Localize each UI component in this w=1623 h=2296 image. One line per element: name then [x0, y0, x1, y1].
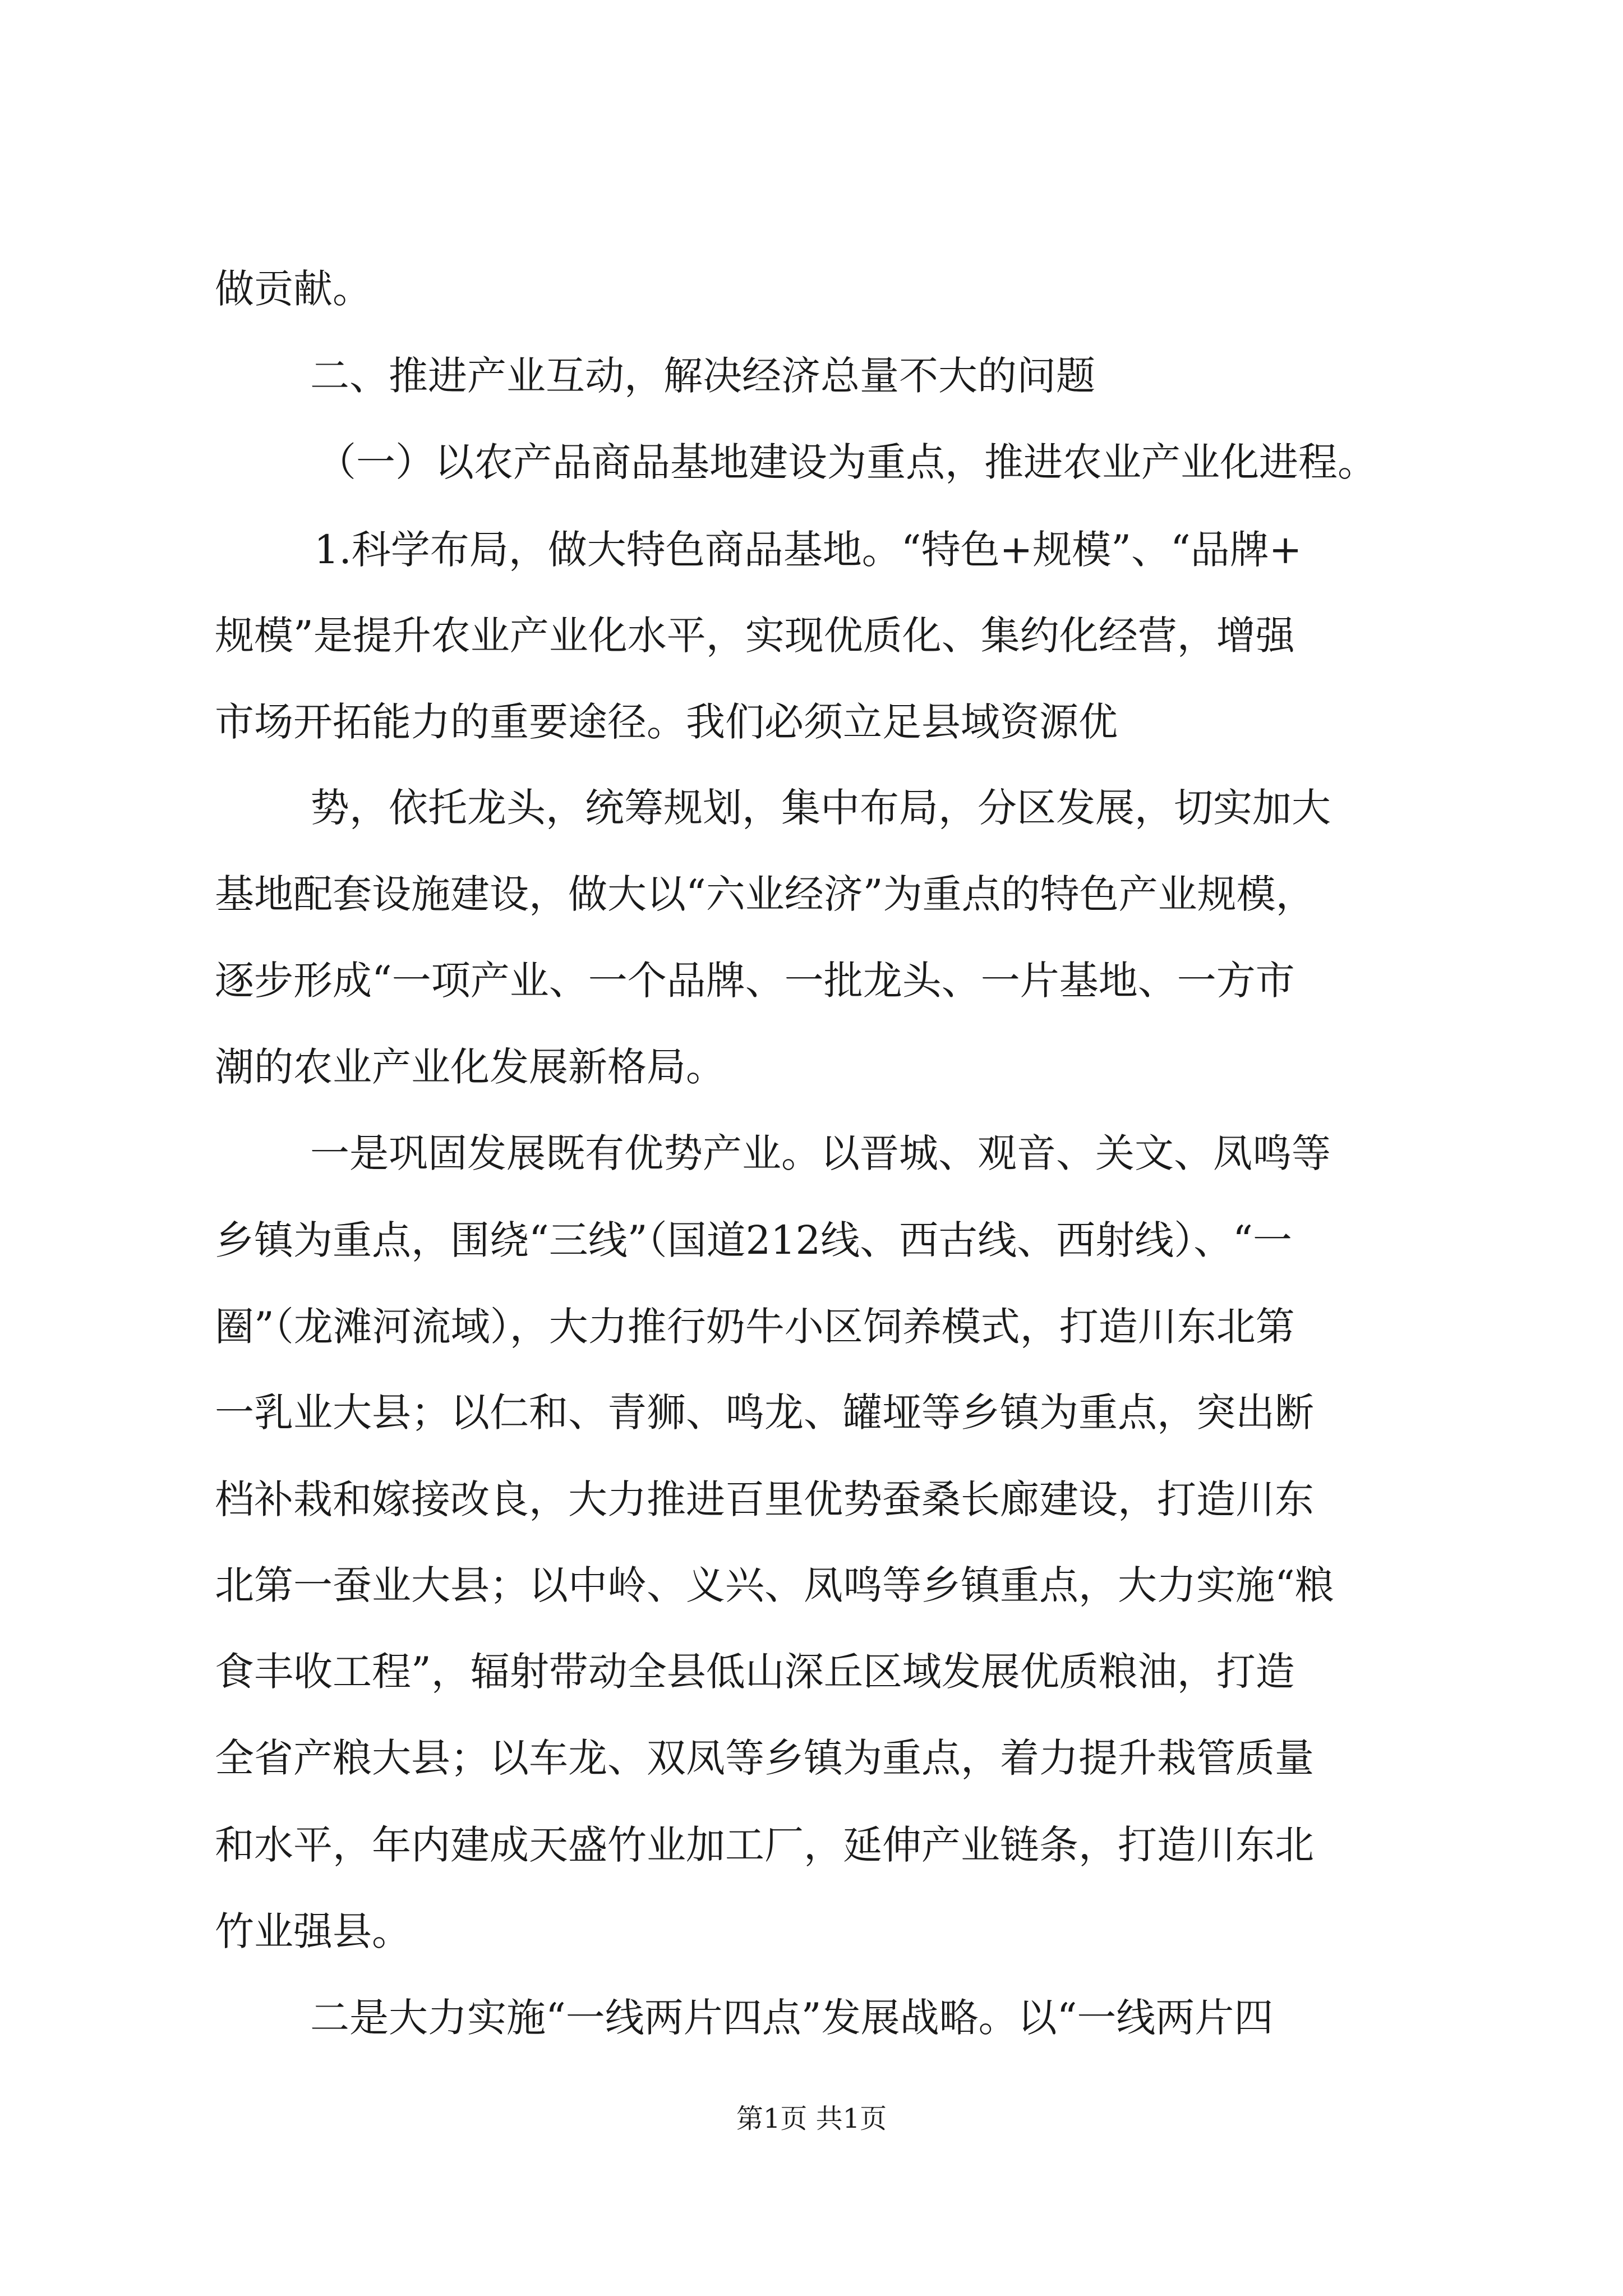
- text-line-11: 一是巩固发展既有优势产业。以晋城、观音、关文、凤鸣等: [310, 1130, 1331, 1176]
- text-line-21: 二是大力实施“一线两片四点”发展战略。以“一线两片四: [310, 1995, 1274, 2041]
- text-line-17: 食丰收工程”，辐射带动全县低山深丘区域发展优质粮油，打造: [215, 1649, 1295, 1695]
- text-line-19: 和水平，年内建成天盛竹业加工厂，延伸产业链条，打造川东北: [215, 1822, 1314, 1868]
- text-line-10: 潮的农业产业化发展新格局。: [215, 1044, 725, 1090]
- text-line-8: 基地配套设施建设，做大以“六业经济”为重点的特色产业规模，: [215, 871, 1315, 917]
- text-line-20: 竹业强县。: [215, 1908, 411, 1954]
- text-line-4: 1.科学布局，做大特色商品基地。“特色+规模”、“品牌+: [314, 527, 1302, 573]
- text-line-5: 规模”是提升农业产业化水平，实现优质化、集约化经营，增强: [215, 613, 1295, 659]
- text-line-18: 全省产粮大县；以车龙、双凤等乡镇为重点，着力提升栽管质量: [215, 1735, 1314, 1781]
- page-number-footer: 第1页 共1页: [736, 2103, 887, 2134]
- text-line-9: 逐步形成“一项产业、一个品牌、一批龙头、一片基地、一方市: [215, 958, 1295, 1004]
- text-line-1: 做贡献。: [215, 266, 372, 312]
- text-line-6: 市场开拓能力的重要途径。我们必须立足县域资源优: [215, 699, 1118, 745]
- text-line-16: 北第一蚕业大县；以中岭、义兴、凤鸣等乡镇重点，大力实施“粮: [215, 1562, 1334, 1608]
- text-line-13: 圈”（龙滩河流域），大力推行奶牛小区饲养模式，打造川东北第: [215, 1304, 1295, 1350]
- text-line-12: 乡镇为重点，围绕“三线”（国道212线、西古线、西射线）、“一: [215, 1217, 1292, 1263]
- text-line-14: 一乳业大县；以仁和、青狮、鸣龙、罐垭等乡镇为重点，突出断: [215, 1389, 1314, 1435]
- text-line-7: 势，依托龙头，统筹规划，集中布局，分区发展，切实加大: [310, 785, 1331, 831]
- section-heading-2: 二、推进产业互动，解决经济总量不大的问题: [310, 353, 1095, 399]
- text-line-15: 档补栽和嫁接改良，大力推进百里优势蚕桑长廊建设，打造川东: [215, 1476, 1314, 1522]
- subsection-heading-1: （一）以农产品商品基地建设为重点，推进农业产业化进程。: [317, 439, 1377, 485]
